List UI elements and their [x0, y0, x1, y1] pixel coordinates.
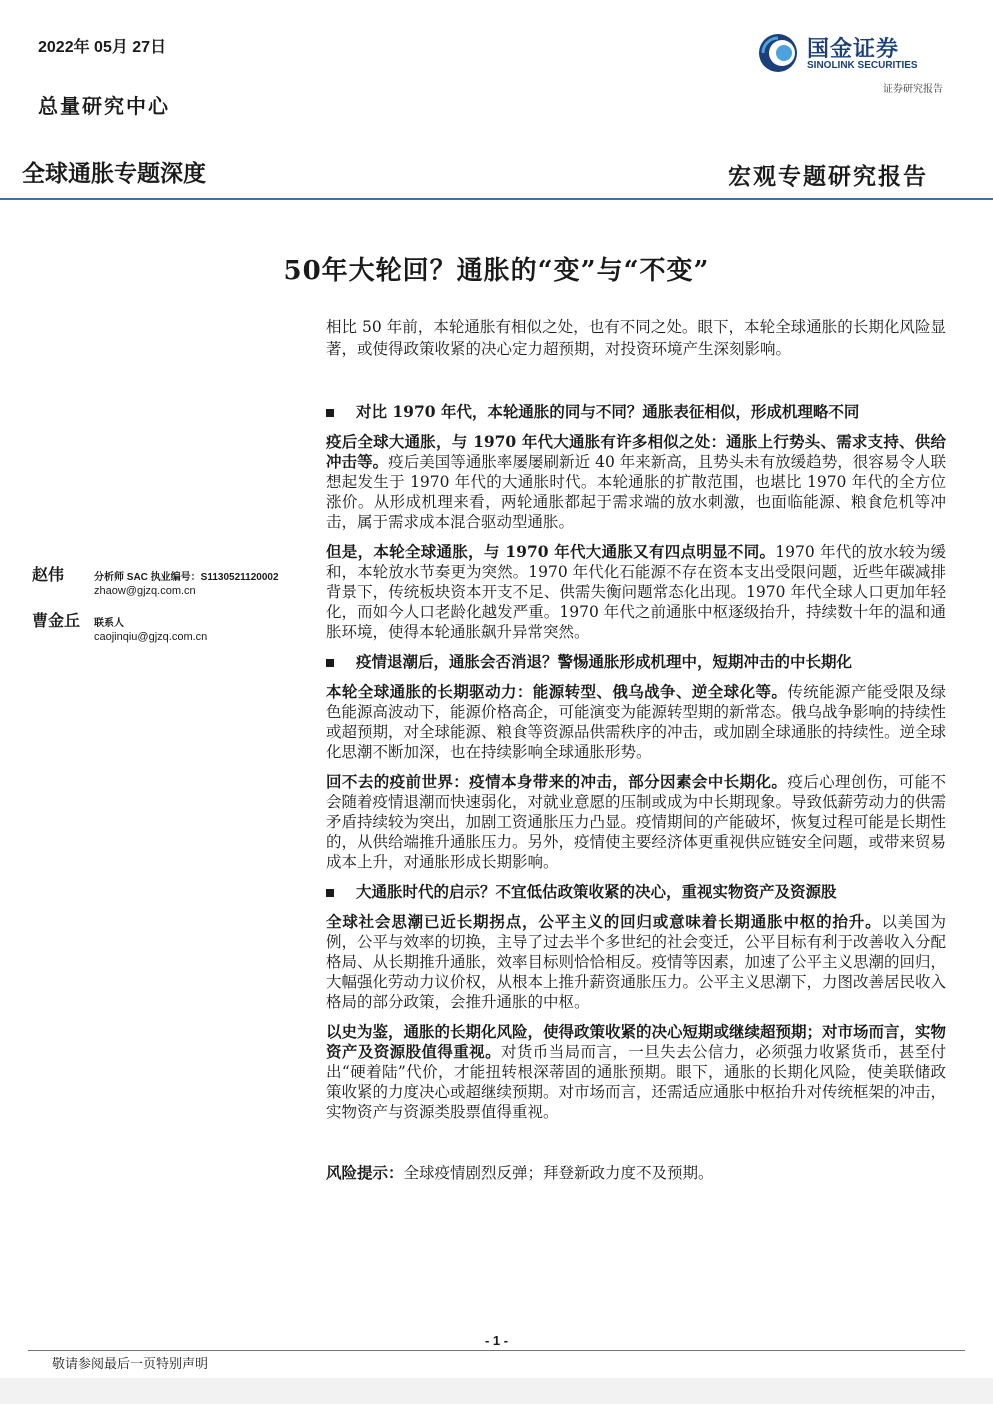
square-bullet-icon	[326, 889, 334, 897]
paragraph-body: 1970 年代的放水较为缓和，本轮放水节奏更为突然。1970 年代化石能源不存在资本支出受限问题，近些年碳减排背景下，传统板块资本开支不足、供需失衡问题常态化出现。1970 年代全球人口更加年轻化，而如今人口老龄化越发严重。1970 年代之前通胀中枢逐级抬升，持续数十年的温和通胀环境，使得本轮通胀飙升异常突然。	[326, 543, 946, 641]
author-email[interactable]: zhaow@gjzq.com.cn	[94, 585, 196, 597]
body-paragraph	[326, 772, 946, 872]
research-center: 总量研究中心	[38, 94, 170, 118]
footer-disclaimer: 敬请参阅最后一页特别声明	[52, 1357, 209, 1372]
risk-text: 全球疫情剧烈反弹；拜登新政力度不及预期。	[403, 1164, 714, 1182]
paragraph-body: 疫后心理创伤，可能不会随着疫情退潮而快速弱化，对就业意愿的压制或成为中长期现象。导致低薪劳动力的供需矛盾持续较为突出，加剧工资通胀压力凸显。疫情期间的产能破坏，恢复过程可能是长期性的，从供给端推升通胀压力。另外，疫情使主要经济体更重视供应链安全问题，或带来贸易成本上升，对通胀形成长期影响。	[326, 773, 947, 871]
author-name: 曹金丘	[32, 611, 81, 630]
risk-warning	[326, 1162, 946, 1184]
footer-divider	[28, 1350, 965, 1351]
author-credential: 分析师 SAC 执业编号：S1130521120002	[94, 572, 279, 583]
paragraph-body: 疫后美国等通胀率屡屡刷新近 40 年来新高，且势头未有放缓趋势，很容易令人联想起发生于 1970 年代的大通胀时代。本轮通胀的扩散范围，也堪比 1970 年代的全方位涨价。从形成机理来看，两轮通胀都起于需求端的放水刺激，也面临能源、粮食危机等冲击，属于需求成本混合驱动型通胀。	[326, 453, 946, 531]
section-heading: 对比 1970 年代，本轮通胀的同与不同？通胀表征相似，形成机理略不同	[326, 402, 946, 422]
square-bullet-icon	[326, 409, 334, 417]
section-heading: 大通胀时代的启示？不宜低估政策收紧的决心，重视实物资产及资源股	[326, 882, 946, 902]
page-number: - 1 -	[484, 1333, 509, 1348]
header-divider	[0, 198, 993, 200]
body-paragraph	[326, 682, 946, 762]
body-paragraph	[326, 542, 946, 642]
body-paragraph	[326, 432, 946, 532]
paragraph-lead: 本轮全球通胀的长期驱动力：能源转型、俄乌战争、逆全球化等。	[326, 682, 788, 701]
body-paragraph	[326, 912, 946, 1012]
report-series: 全球通胀专题深度	[22, 160, 206, 186]
paragraph-lead: 疫后全球大通胀，与 1970 年代大通胀有许多相似之处：通胀上行势头、需求支持、供给冲击等。	[326, 432, 946, 471]
sinolink-logo-icon	[757, 32, 799, 74]
square-bullet-icon	[326, 659, 334, 667]
author-block	[32, 608, 312, 643]
paragraph-lead: 以史为鉴，通胀的长期化风险，使得政策收紧的决心短期或继续超预期；对市场而言，实物资产及资源股值得重视。	[326, 1022, 947, 1061]
paragraph-body: 传统能源产能受限及绿色能源高波动下，能源价格高企，可能演变为能源转型期的新常态。俄乌战争影响的持续性或超预期，对全球能源、粮食等资源品供需秩序的冲击，或加剧全球通胀的持续性。逆全球化思潮不断加深，也在持续影响全球通胀形势。	[326, 683, 947, 761]
report-title: 50年大轮回？通胀的“变”与“不变”	[283, 256, 710, 286]
paragraph-body: 对货币当局而言，一旦失去公信力，必须强力收紧货币，甚至付出“硬着陆”代价，才能扭转根深蒂固的通胀预期。眼下，通胀的长期化风险，使美联储政策收紧的力度决心或超继续预期。对市场而言，还需适应通胀中枢抬升对传统框架的冲击，实物资产与资源类股票值得重视。	[326, 1043, 947, 1121]
paragraph-lead: 回不去的疫前世界：疫情本身带来的冲击，部分因素会中长期化。	[326, 772, 788, 791]
author-name: 赵伟	[32, 565, 65, 584]
report-type: 宏观专题研究报告	[728, 163, 928, 190]
author-block	[32, 562, 312, 597]
report-date: 2022年 05月 27日	[38, 39, 167, 56]
paragraph-lead: 全球社会思潮已近长期拐点，公平主义的回归或意味着长期通胀中枢的抬升。	[326, 912, 882, 931]
author-email[interactable]: caojinqiu@gjzq.com.cn	[94, 631, 208, 643]
risk-label: 风险提示：	[326, 1163, 404, 1182]
paragraph-lead: 但是，本轮全球通胀，与 1970 年代大通胀又有四点明显不同。	[326, 542, 776, 561]
section-heading: 疫情退潮后，通胀会否消退？警惕通胀形成机理中，短期冲击的中长期化	[326, 652, 946, 672]
body-paragraph	[326, 1022, 946, 1122]
logo-chinese-name: 国金证券	[807, 36, 900, 61]
author-credential: 联系人	[94, 618, 124, 629]
company-logo	[757, 30, 947, 80]
logo-subtitle: 证券研究报告	[883, 84, 943, 95]
logo-english-name: SINOLINK SECURITIES	[807, 60, 918, 71]
paragraph-body: 以美国为例，公平与效率的切换，主导了过去半个多世纪的社会变迁，公平目标有利于改善收入分配格局、从长期推升通胀，效率目标则恰恰相反。疫情等因素，加速了公平主义思潮的回归，大幅强化劳动力议价权，从根本上推升薪资通胀压力。公平主义思潮下，力图改善居民收入格局的部分政策，会推升通胀的中枢。	[326, 913, 947, 1011]
footer-band	[0, 1378, 993, 1404]
summary-paragraph: 相比 50 年前，本轮通胀有相似之处，也有不同之处。眼下，本轮全球通胀的长期化风险显著，或使得政策收紧的决心定力超预期，对投资环境产生深刻影响。	[326, 318, 946, 358]
